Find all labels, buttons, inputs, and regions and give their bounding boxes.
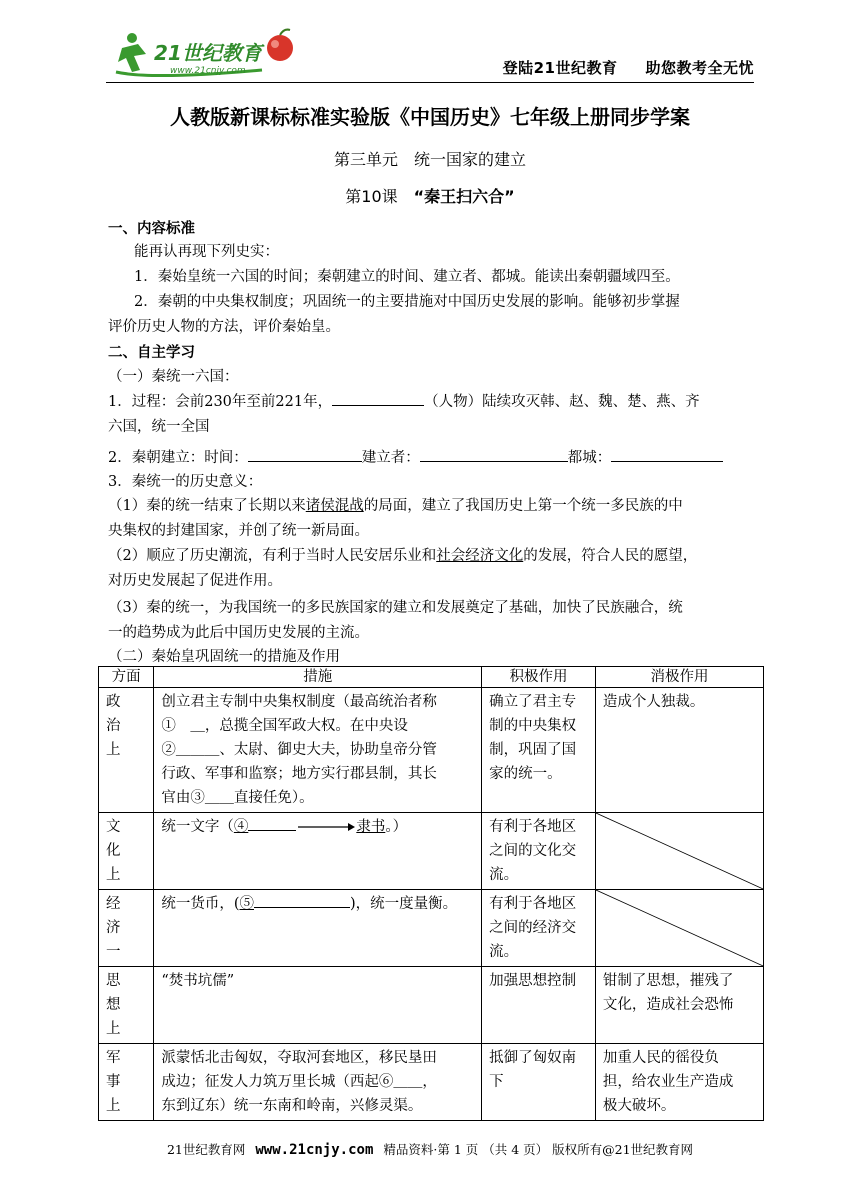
measure-cell: “焚书坑儒” — [154, 967, 482, 1044]
document-title: 人教版新课标标准实验版《中国历史》七年级上册同步学案 — [170, 105, 690, 129]
positive-cell: 加强思想控制 — [482, 967, 596, 1044]
significance-3-cont: 一的趋势成为此后中国历史发展的主流。 — [108, 625, 369, 641]
measure-cell: 统一货币，(⑤ )，统一度量衡。 — [154, 890, 482, 967]
header-slogan — [503, 57, 754, 78]
negative-cell: 钳制了思想，摧残了 文化，造成社会恐怖 — [595, 967, 763, 1044]
significance-2-cont: 对历史发展起了促进作用。 — [108, 573, 282, 589]
blank-script[interactable] — [248, 816, 296, 831]
header-measure: 措施 — [154, 667, 482, 688]
table-row — [99, 890, 764, 967]
slogan-left: 登陆21世纪教育 — [502, 59, 618, 77]
subsection-measures: （二）秦始皇巩固统一的措施及作用 — [108, 649, 340, 665]
section2-heading: 二、自主学习 — [108, 345, 195, 361]
empty-negative-cell — [595, 890, 763, 967]
slogan-right: 助您教考全无忧 — [645, 59, 754, 77]
table-row — [99, 688, 764, 813]
measure-cell: 派蒙恬北击匈奴，夺取河套地区，移民垦田 成边；征发人力筑万里长城（西起⑥＿＿， 东到辽东）统一东南和岭南，兴修灵渠。 — [154, 1044, 482, 1121]
aspect-cell: 军事 上 — [99, 1044, 154, 1121]
aspect-cell: 思想 上 — [99, 967, 154, 1044]
footer-page-info: 精品资料·第 1 页 （共 4 页） 版权所有@21世纪教育网 — [383, 1142, 694, 1157]
header-aspect: 方面 — [99, 667, 154, 688]
significance-1: （1）秦的统一结束了长期以来诸侯混战的局面，建立了我国历史上第一个统一多民族的中 — [108, 498, 683, 514]
positive-cell: 确立了君主专 制的中央集权 制，巩固了国 家的统一。 — [482, 688, 596, 813]
significance-heading: 3．秦统一的历史意义： — [108, 474, 263, 490]
page-footer — [0, 1140, 860, 1158]
diagonal-line — [596, 813, 763, 889]
measures-table — [98, 666, 764, 1121]
table-row — [99, 1044, 764, 1121]
blank-person[interactable] — [332, 391, 424, 406]
footer-url[interactable]: www.21cnjy.com — [255, 1142, 374, 1158]
table-row — [99, 813, 764, 890]
header-negative: 消极作用 — [595, 667, 763, 688]
aspect-cell: 文化 上 — [99, 813, 154, 890]
process-line: 1．过程：会前230年至前221年， （人物）陆续攻灭韩、赵、魏、楚、燕、齐 — [108, 390, 700, 411]
footer-site: 21世纪教育网 — [166, 1142, 246, 1157]
blank-time[interactable] — [248, 447, 362, 462]
header-positive: 积极作用 — [482, 667, 596, 688]
unit-title: 第三单元 统一国家的建立 — [333, 150, 526, 169]
table-header-row — [99, 667, 764, 688]
process-line-cont: 六国，统一全国 — [108, 419, 210, 435]
significance-3: （3）秦的统一，为我国统一的多民族国家的建立和发展奠定了基础，加快了民族融合，统 — [108, 600, 683, 616]
positive-cell: 抵御了匈奴南 下 — [482, 1044, 596, 1121]
negative-cell: 加重人民的徭役负 担，给农业生产造成 极大破坏。 — [595, 1044, 763, 1121]
positive-cell: 有利于各地区 之间的文化交 流。 — [482, 813, 596, 890]
logo-url: www.21cnjy.com — [170, 66, 246, 76]
standard-item-1: 1．秦始皇统一六国的时间；秦朝建立的时间、建立者、都城。能读出秦朝疆域四至。 — [134, 269, 680, 285]
aspect-cell: 经济 一 — [99, 890, 154, 967]
logo-text: 21世纪教育 — [154, 41, 262, 65]
header-divider — [106, 82, 754, 83]
standard-item-2: 2．秦朝的中央集权制度；巩固统一的主要措施对中国历史发展的影响。能够初步掌握 — [134, 294, 680, 310]
table-row — [99, 967, 764, 1044]
section1-heading: 一、内容标准 — [108, 221, 195, 237]
logo-graphic — [112, 26, 302, 82]
measure-cell: 创立君主专制中央集权制度（最高统治者称 ① ＿，总揽全国军政大权。在中央设 ②＿＿＿、太尉、御史大夫，协助皇帝分管 行政、军事和监察；地方实行郡县制，其长 官由③＿＿直接任免）。 — [154, 688, 482, 813]
founding-line: 2．秦朝建立：时间： 建立者： 都城： — [108, 446, 723, 467]
negative-cell: 造成个人独裁。 — [595, 688, 763, 813]
diagonal-line — [596, 890, 763, 966]
lesson-title — [0, 184, 860, 207]
lesson-number: 第10课 — [345, 187, 414, 206]
blank-capital[interactable] — [611, 447, 723, 462]
section1-intro: 能再认再现下列史实： — [134, 244, 279, 260]
lesson-name: “秦王扫六合” — [413, 187, 515, 206]
standard-item-2-cont: 评价历史人物的方法，评价秦始皇。 — [108, 319, 340, 335]
arrow-icon — [296, 821, 356, 833]
blank-currency[interactable] — [254, 893, 350, 908]
positive-cell: 有利于各地区 之间的经济交 流。 — [482, 890, 596, 967]
blank-founder[interactable] — [420, 447, 568, 462]
empty-negative-cell — [595, 813, 763, 890]
significance-1-cont: 央集权的封建国家，并创了统一新局面。 — [108, 523, 369, 539]
significance-2: （2）顺应了历史潮流，有利于当时人民安居乐业和社会经济文化的发展，符合人民的愿望， — [108, 548, 698, 564]
subsection-unification: （一）秦统一六国： — [108, 369, 239, 385]
logo — [112, 26, 302, 82]
aspect-cell: 政治 上 — [99, 688, 154, 813]
measure-cell: 统一文字（④ 隶书。） — [154, 813, 482, 890]
